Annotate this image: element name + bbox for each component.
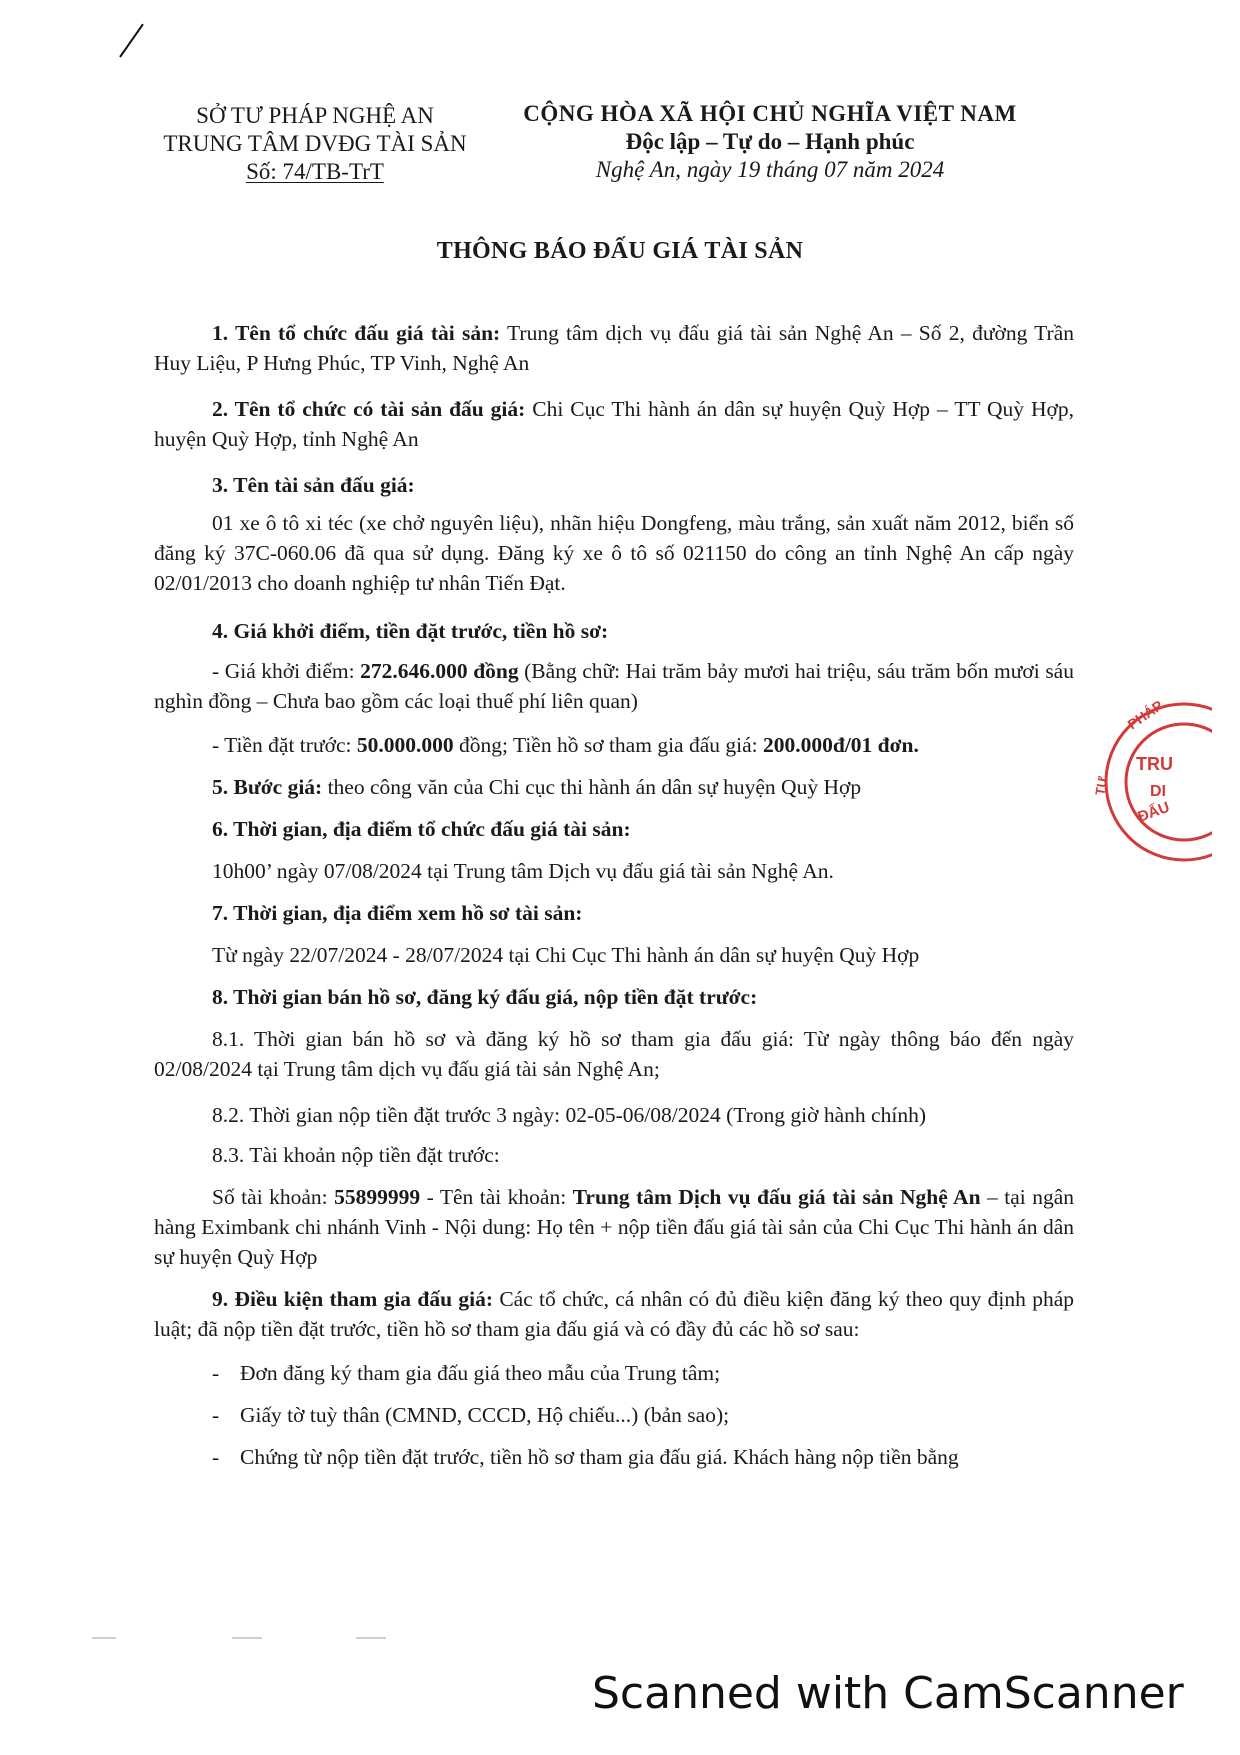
section-6-heading xyxy=(154,814,1074,844)
seal-text-left: TƯ xyxy=(1092,775,1111,797)
document-number: Số: 74/TB-TrT xyxy=(246,159,384,184)
seal-stamp xyxy=(1092,700,1212,875)
list-item: - Đơn đăng ký tham gia đấu giá theo mẫu của Trung tâm; xyxy=(212,1361,721,1385)
pen-mark xyxy=(119,24,144,58)
section-5-label: 5. Bước giá: xyxy=(212,775,323,799)
fee-value: 200.000đ/01 đơn. xyxy=(763,733,919,757)
list-item-text: Đơn đăng ký tham gia đấu giá theo mẫu của Trung tâm; xyxy=(240,1361,721,1385)
list-item: - Chứng từ nộp tiền đặt trước, tiền hồ sơ tham gia đấu giá. Khách hàng nộp tiền bằng xyxy=(212,1445,959,1469)
section-9-label: 9. Điều kiện tham gia đấu giá: xyxy=(212,1287,493,1311)
section-5 xyxy=(154,772,1074,802)
starting-price-words: (Bằng chữ: Hai trăm bảy mươi hai triệu, sáu trăm bốn mươi sáu nghìn đồng – Chưa bao gồm các loại thuế phí liên quan) xyxy=(154,659,1074,713)
seal-text-line1: TRU xyxy=(1136,754,1173,774)
account-name: Trung tâm Dịch vụ đấu giá tài sản Nghệ An xyxy=(572,1185,981,1209)
starting-price-label: - Giá khởi điểm: xyxy=(212,659,361,683)
section-8-heading xyxy=(154,982,1074,1012)
section-6-label: 6. Thời gian, địa điểm tổ chức đấu giá tài sản: xyxy=(212,817,631,841)
deposit-line xyxy=(154,730,1074,760)
section-5-text: theo công văn của Chi cục thi hành án dân sự huyện Quỳ Hợp xyxy=(322,775,862,799)
section-1-label: 1. Tên tổ chức đấu giá tài sản: xyxy=(212,321,501,345)
seal-text-top: PHÁP xyxy=(1124,700,1166,733)
center-name: TRUNG TÂM DVĐG TÀI SẢN xyxy=(163,131,467,156)
account-name-label: - Tên tài khoản: xyxy=(420,1185,573,1209)
country-name: CỘNG HÒA XÃ HỘI CHỦ NGHĨA VIỆT NAM xyxy=(523,101,1017,126)
section-1-text: Trung tâm dịch vụ đấu giá tài sản Nghệ An – Số 2, đường Trần Huy Liệu, P Hưng Phúc, TP Vinh, Nghệ An xyxy=(154,321,1074,375)
section-2 xyxy=(154,394,1074,454)
account-number-label: Số tài khoản: xyxy=(212,1185,335,1209)
section-4-label: 4. Giá khởi điểm, tiền đặt trước, tiền hồ sơ: xyxy=(212,619,609,643)
fee-label: đồng; Tiền hồ sơ tham gia đấu giá: xyxy=(453,733,763,757)
section-8-2: 8.2. Thời gian nộp tiền đặt trước 3 ngày: 02-05-06/08/2024 (Trong giờ hành chính) xyxy=(212,1103,926,1127)
section-8-1: 8.1. Thời gian bán hồ sơ và đăng ký hồ sơ tham gia đấu giá: Từ ngày thông báo đến ngày 02/08/2024 tại Trung tâm dịch vụ đấu giá tài sản Nghệ An; xyxy=(154,1027,1074,1081)
deposit-value: 50.000.000 xyxy=(356,733,454,757)
account-info xyxy=(154,1182,1074,1272)
section-4-heading xyxy=(154,616,1074,646)
header-right xyxy=(500,100,1040,184)
page-title: THÔNG BÁO ĐẤU GIÁ TÀI SẢN xyxy=(436,238,804,264)
section-9 xyxy=(154,1284,1074,1344)
scan-smudge xyxy=(232,1637,262,1639)
section-7-label: 7. Thời gian, địa điểm xem hồ sơ tài sản: xyxy=(212,901,583,925)
section-3-text: 01 xe ô tô xi téc (xe chở nguyên liệu), nhãn hiệu Dongfeng, màu trắng, sản xuất năm 2012, biển số đăng ký 37C-060.06 đã qua sử dụng. Đăng ký xe ô tô số 021150 do công an tỉnh Nghệ An cấp ngày 02/01/2013 cho doanh nghiệp tư nhân Tiến Đạt. xyxy=(154,511,1074,595)
list-item-text: Giấy tờ tuỳ thân (CMND, CCCD, Hộ chiếu...) (bản sao); xyxy=(240,1403,730,1427)
scanner-watermark: Scanned with CamScanner xyxy=(592,1668,1184,1719)
deposit-label: - Tiền đặt trước: xyxy=(212,733,357,757)
list-item-text: Chứng từ nộp tiền đặt trước, tiền hồ sơ tham gia đấu giá. Khách hàng nộp tiền bằng xyxy=(240,1445,959,1469)
section-3-heading xyxy=(154,470,1074,500)
scan-smudge xyxy=(356,1637,386,1639)
seal-text-line3: ĐẤU xyxy=(1135,798,1172,826)
scan-smudge xyxy=(92,1637,116,1639)
place-date: Nghệ An, ngày 19 tháng 07 năm 2024 xyxy=(595,157,945,182)
section-8-3: 8.3. Tài khoản nộp tiền đặt trước: xyxy=(212,1143,500,1167)
starting-price-line xyxy=(154,656,1074,716)
section-6-text: 10h00’ ngày 07/08/2024 tại Trung tâm Dịch vụ đấu giá tài sản Nghệ An. xyxy=(212,859,834,883)
section-2-text: Chi Cục Thi hành án dân sự huyện Quỳ Hợp – TT Quỳ Hợp, huyện Quỳ Hợp, tỉnh Nghệ An xyxy=(154,397,1074,451)
seal-text-line2: DI xyxy=(1150,783,1166,800)
account-details: – tại ngân hàng Eximbank chi nhánh Vinh - Nội dung: Họ tên + nộp tiền đấu giá tài sản của Chi Cục Thi hành án dân sự huyện Quỳ Hợp xyxy=(154,1185,1074,1269)
account-number: 55899999 xyxy=(334,1185,421,1209)
national-motto: Độc lập – Tự do – Hạnh phúc xyxy=(625,129,915,154)
section-2-label: 2. Tên tổ chức có tài sản đấu giá: xyxy=(212,397,526,421)
starting-price-value: 272.646.000 đồng xyxy=(360,659,519,683)
list-item: - Giấy tờ tuỳ thân (CMND, CCCD, Hộ chiếu...) (bản sao); xyxy=(212,1403,730,1427)
section-7-heading xyxy=(154,898,1074,928)
section-1 xyxy=(154,318,1074,378)
section-7-text: Từ ngày 22/07/2024 - 28/07/2024 tại Chi Cục Thi hành án dân sự huyện Quỳ Hợp xyxy=(212,943,920,967)
ministry-name: SỞ TƯ PHÁP NGHỆ AN xyxy=(196,103,434,128)
section-8-label: 8. Thời gian bán hồ sơ, đăng ký đấu giá, nộp tiền đặt trước: xyxy=(212,985,758,1009)
header-left xyxy=(150,102,480,186)
section-9-text: Các tổ chức, cá nhân có đủ điều kiện đăng ký theo quy định pháp luật; đã nộp tiền đặt trước, tiền hồ sơ tham gia đấu giá và có đầy đủ các hồ sơ sau: xyxy=(154,1287,1075,1341)
section-3-label: 3. Tên tài sản đấu giá: xyxy=(212,473,415,497)
